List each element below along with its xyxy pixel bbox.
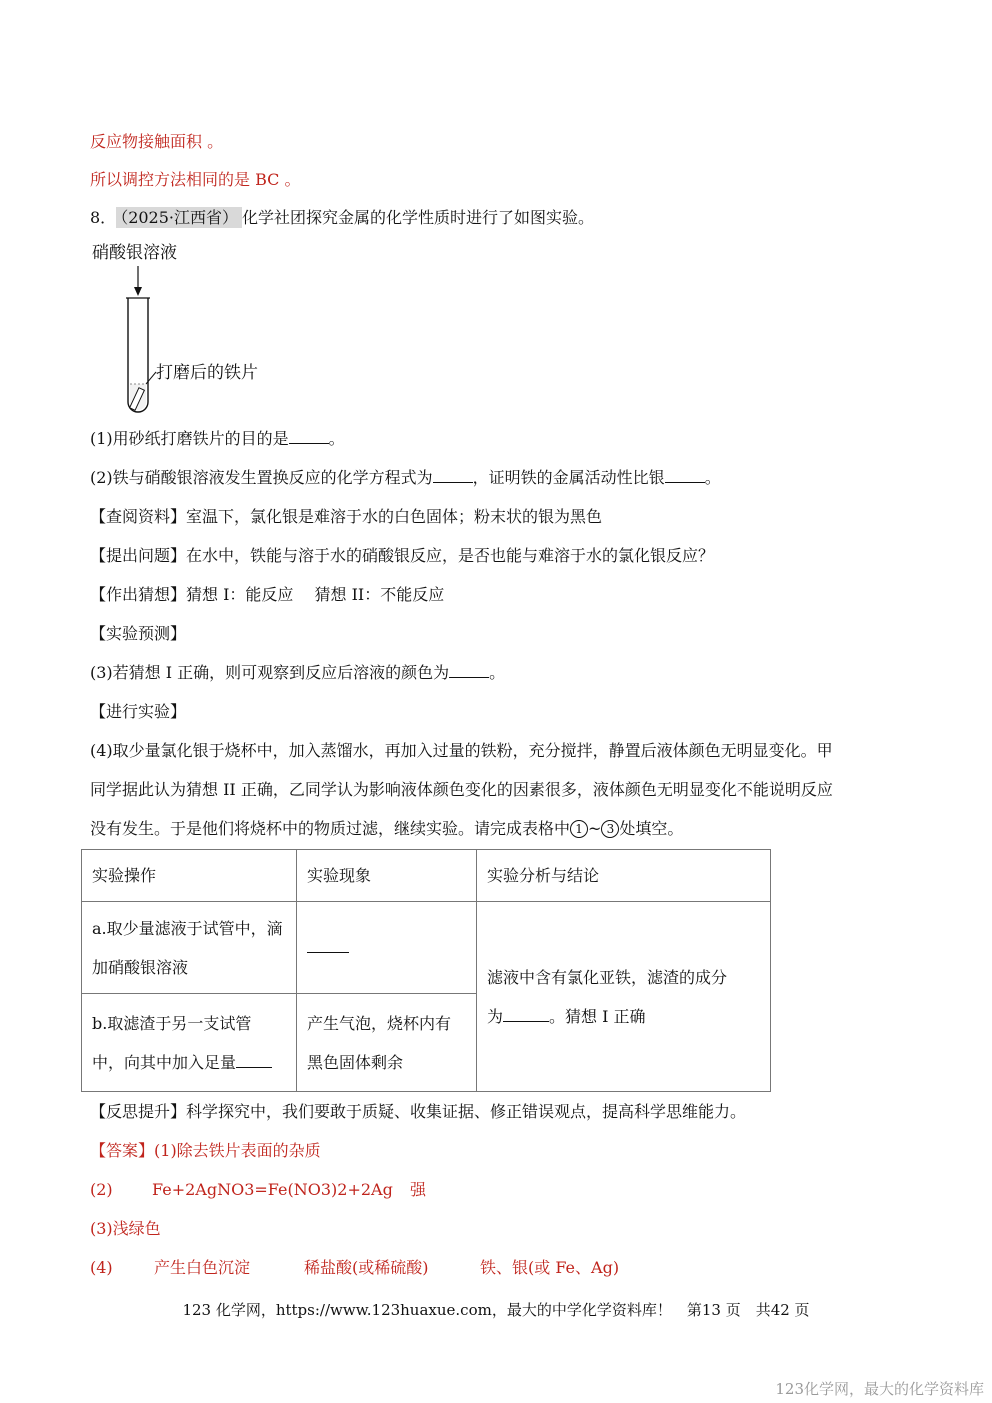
- reference-info: 【查阅资料】室温下，氯化银是难溶于水的白色固体；粉末状的银为黑色: [90, 507, 603, 526]
- row-b-phenomenon: [297, 994, 477, 1092]
- row-a-op-line2: 加硝酸银溶液: [92, 957, 189, 977]
- experiment-prediction-heading: 【实验预测】: [90, 624, 187, 643]
- q4-line-1: (4)取少量氯化银于烧杯中，加入蒸馏水，再加入过量的铁粉，充分搅拌，静置后液体颜色无明显变化。甲: [90, 741, 833, 760]
- answer-4-part-2: 稀盐酸(或稀硫酸): [304, 1258, 429, 1277]
- conclusion-line2: [487, 997, 760, 1036]
- table-header-row: [82, 850, 771, 902]
- pour-arrow-head: [134, 287, 142, 296]
- figure-label-silver-nitrate: 硝酸银溶液: [92, 243, 177, 263]
- answer-line-2: [90, 1180, 427, 1200]
- q4-text-b: 处填空。: [619, 819, 684, 838]
- blank-2: [236, 1053, 272, 1068]
- q3-blank: [449, 663, 489, 678]
- header-operation: 实验操作: [82, 850, 297, 902]
- answer-2-num: (2): [90, 1180, 113, 1199]
- q2-text-a: (2)铁与硝酸银溶液发生置换反应的化学方程式为: [90, 468, 433, 487]
- answer-line-3: (3)浅绿色: [90, 1219, 161, 1238]
- question-source-tag: （2025·江西省）: [116, 207, 242, 228]
- header-conclusion: 实验分析与结论: [477, 850, 771, 902]
- q2-blank-1: [433, 468, 473, 483]
- conduct-experiment-heading: 【进行实验】: [90, 702, 187, 721]
- row-b-phen-line1: 产生气泡，烧杯内有: [307, 1013, 452, 1033]
- page-footer: 123 化学网，https://www.123huaxue.com，最大的中学化学资料库！ 第13 页 共42 页: [182, 1301, 810, 1319]
- conclusion-cell: [477, 902, 771, 1092]
- row-b-phen-line2: 黑色固体剩余: [307, 1052, 404, 1072]
- question-number: 8．: [90, 208, 117, 227]
- row-b-operation: [82, 994, 297, 1092]
- q3-text: (3)若猜想 I 正确，则可观察到反应后溶液的颜色为: [90, 663, 450, 682]
- conclusion-line1: 滤液中含有氯化亚铁，滤渣的成分: [487, 967, 728, 987]
- header-phenomenon: 实验现象: [297, 850, 477, 902]
- answer-1: (1)除去铁片表面的杂质: [154, 1141, 321, 1160]
- answer-2-word: 强: [410, 1180, 427, 1199]
- answer-4-part-3: 铁、银(或 Fe、Ag): [480, 1258, 620, 1277]
- conclusion-text-b: 。猜想 I 正确: [549, 1006, 646, 1026]
- sub-question-1: [90, 429, 345, 449]
- circled-number-1: 1: [570, 820, 588, 838]
- sub-question-3: [90, 663, 505, 683]
- prev-answer-line-1: 反应物接触面积 。: [90, 132, 224, 151]
- q2-text-b: ，证明铁的金属活动性比银: [472, 468, 665, 487]
- answer-label: 【答案】: [90, 1141, 155, 1160]
- answer-line-4: [90, 1258, 620, 1278]
- reflection: 【反思提升】科学探究中，我们要敢于质疑、收集证据、修正错误观点，提高科学思维能力。: [90, 1102, 747, 1121]
- answer-4-part-1: 产生白色沉淀: [154, 1258, 251, 1277]
- row-b-op-text: 中，向其中加入足量: [92, 1052, 237, 1072]
- answer-line-1: [90, 1141, 321, 1161]
- table-row-a: [82, 902, 771, 994]
- q1-end: 。: [328, 429, 345, 448]
- q2-end: 。: [704, 468, 721, 487]
- row-a-op-line1: a.取少量滤液于试管中，滴: [92, 918, 283, 938]
- blank-3: [503, 1007, 549, 1022]
- q2-blank-2: [665, 468, 705, 483]
- question-text: 化学社团探究金属的化学性质时进行了如图实验。: [242, 208, 595, 227]
- test-tube-figure: [90, 238, 290, 418]
- prev-answer-line-2: 所以调控方法相同的是 BC 。: [90, 170, 301, 189]
- circled-number-3: 3: [601, 820, 619, 838]
- row-a-operation: [82, 902, 297, 994]
- hypothesis: 【作出猜想】猜想 I：能反应 猜想 II：不能反应: [90, 585, 445, 604]
- sub-question-2: [90, 468, 721, 488]
- q1-text: (1)用砂纸打磨铁片的目的是: [90, 429, 289, 448]
- q4-line-2: 同学据此认为猜想 II 正确，乙同学认为影响液体颜色变化的因素很多，液体颜色无明显变化不能说明反应: [90, 780, 833, 799]
- q4-text-a: 没有发生。于是他们将烧杯中的物质过滤，继续实验。请完成表格中: [90, 819, 571, 838]
- row-b-op-line1: b.取滤渣于另一支试管: [92, 1013, 252, 1033]
- answer-4-num: (4): [90, 1258, 113, 1277]
- raise-question: 【提出问题】在水中，铁能与溶于水的硝酸银反应，是否也能与难溶于水的氯化银反应？: [90, 546, 715, 565]
- blank-1: [307, 938, 349, 953]
- q3-end: 。: [489, 663, 506, 682]
- q1-blank: [289, 429, 329, 444]
- row-a-phenomenon: [297, 902, 477, 994]
- watermark: 123化学网，最大的化学资料库: [775, 1380, 984, 1398]
- q4-line-3: [90, 819, 683, 839]
- experiment-table: [81, 849, 771, 1092]
- answer-2-equation: Fe+2AgNO3=Fe(NO3)2+2Ag: [152, 1180, 393, 1199]
- q4-tilde: ~: [588, 819, 602, 838]
- figure-label-iron-sheet: 打磨后的铁片: [156, 363, 258, 383]
- question-stem: [90, 208, 594, 228]
- row-b-op-line2: [92, 1043, 286, 1082]
- conclusion-text-a: 为: [487, 1006, 504, 1026]
